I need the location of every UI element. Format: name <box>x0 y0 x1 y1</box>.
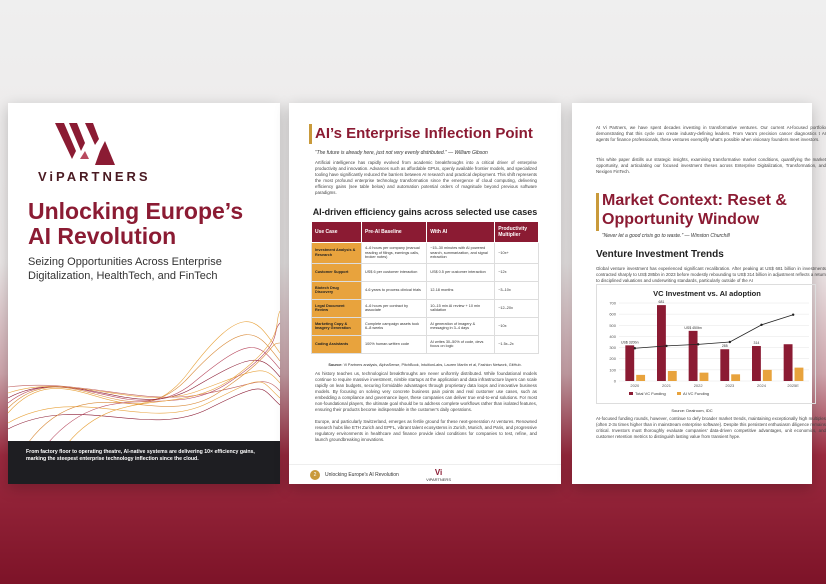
table-cell: Marketing Copy & Imagery Generation <box>312 317 362 335</box>
body-paragraph: AI-focused funding rounds, however, continue to defy broader market trends, maintaining exceptionally high multiples (often 2-3x times higher than in mainstream enterprise software). Despite this persistent enthusiasm diligence remains critical. Investors must thoroughly evaluate companies' data-driven competitive advantages, unit economics, and customer retention metrics to distinguish lasting value from transient hype. <box>596 416 826 439</box>
body-paragraph: Europe, and particularly Switzerland, emerges as fertile ground for these next-generation AI ventures. Renowned research hubs like ETH Zurich and EPFL, vibrant talent ecosystems in Zurich, Munich, and Paris, and progressive regulatory environments in healthcare and finance provide ideal conditions for companies to test, refine, and launch groundbreaking innovations. <box>315 419 537 442</box>
page-footer <box>289 464 561 484</box>
legend-label: Total VC Funding <box>635 391 666 396</box>
bar-total-vc <box>657 305 666 381</box>
table-header-row <box>312 222 539 243</box>
table-cell: US$ 0.5 per customer interaction <box>427 263 495 281</box>
cover-footer <box>8 441 280 484</box>
table-header: Use Case <box>312 222 362 243</box>
footer-logo-text: ViPARTNERS <box>426 477 451 482</box>
legend-label: AI VC Funding <box>683 391 710 396</box>
table-cell: AI writes 30–50% of code, devs focus on logic <box>427 335 495 353</box>
table-row <box>312 263 539 281</box>
y-tick-label: 500 <box>609 322 616 328</box>
cover-page <box>8 103 280 484</box>
data-label: US$ 450bn <box>684 325 702 330</box>
y-tick-label: 300 <box>609 345 616 351</box>
table-title: AI-driven efficiency gains across selected use cases <box>312 207 538 217</box>
bar-ai-vc <box>795 368 804 381</box>
table-cell: Customer Support <box>312 263 362 281</box>
table-row <box>312 335 539 353</box>
cover-subtitle: Seizing Opportunities Across Enterprise Digitalization, HealthTech, and FinTech <box>28 256 222 282</box>
body-paragraph: As history teaches us, technological breakthroughs are never uniformly distributed. While foundational models continue to require massive investment, nimble startups at the application and data infrastructure layers can scale rapidly on lean budgets, securing formidable advantages through proprietary data loops and innovative business models. By focusing on solving very concrete business pain points and real customer use cases, such as embedding a compliance and governance layer, these companies can deliver true end-to-end solutions. For most non-foundational players, the ultimate goal should be to address complete workflows rather than isolated features, ensuring their products become indispensable in the customer's daily operations. <box>315 371 537 412</box>
title-accent-bar <box>309 124 312 144</box>
source-text: Vi Partners analysis, AlphaSense, PitchBook, IntuitionLabs, Lauren Martin et al, Fashion Network, GitHub. <box>343 363 522 367</box>
table-cell: ~15–30 minutes with AI powered search, summarization, and signal extraction <box>427 243 495 264</box>
vi-logo-icon <box>55 123 115 165</box>
line-point <box>634 347 636 349</box>
bar-ai-vc <box>636 375 645 381</box>
table-cell: ~12–20x <box>495 299 539 317</box>
y-tick-label: 0 <box>613 378 616 384</box>
intro-paragraph: This white paper distills our strategic insights, examining transformative market conditions, quantifying the market opportunity, and articulating our focused investment theses across Enterprise Digitalization, Transformation, and Nexigen FinTech. <box>596 157 826 174</box>
table-header: Productivity Multiplier <box>495 222 539 243</box>
table-cell: 100% human-written code <box>362 335 427 353</box>
chart-container <box>596 284 816 404</box>
bar-total-vc <box>784 344 793 381</box>
line-point <box>729 341 731 343</box>
x-tick-label: 2023 <box>725 383 735 388</box>
bar-total-vc <box>752 346 761 381</box>
x-tick-label: 2021 <box>662 383 671 388</box>
y-tick-label: 100 <box>609 367 616 373</box>
table-cell: AI generation of imagery & messaging in 3–4 days <box>427 317 495 335</box>
y-tick-label: 200 <box>609 356 616 362</box>
table-cell: 4–6 hours per company (manual reading of filings, earnings calls, broker notes) <box>362 243 427 264</box>
line-point <box>792 314 794 316</box>
footer-logo <box>426 469 451 482</box>
body-paragraph: Global venture investment has experienced significant recalibration. After peaking at US$ 681 billion in investments contracted sharply to US$ 285bn in 2023 before modestly rebounding to US$ 314 billion in adjustment reflects a return to disciplined valuations and underwriting standards, particularly outside of the AI <box>596 266 826 283</box>
legend-swatch <box>629 392 633 395</box>
x-tick-label: 2022 <box>693 383 703 388</box>
line-point <box>665 345 667 347</box>
bar-total-vc <box>689 331 698 381</box>
footer-logo-mark: Vi <box>434 468 443 477</box>
bar-ai-vc <box>668 371 677 381</box>
bar-ai-vc <box>731 374 740 381</box>
cover-footer-text: From factory floor to operating theatre, AI-native systems are delivering 10× efficiency gains, marking the steepest enterprise technology inflection since the cloud. <box>26 449 255 462</box>
section-title: AI’s Enterprise Inflection Point <box>315 125 533 142</box>
table-row <box>312 317 539 335</box>
bar-total-vc <box>720 349 729 381</box>
section-quote: “Never let a good crisis go to waste.” — Winston Churchill <box>602 233 730 239</box>
table-cell: 12-18 months <box>427 281 495 299</box>
x-tick-label: 2025E <box>787 383 799 388</box>
data-label: 681 <box>658 300 665 305</box>
table-cell: ~3–10x <box>495 281 539 299</box>
table-header: With AI <box>427 222 495 243</box>
y-tick-label: 700 <box>609 300 616 306</box>
table-header: Pre-AI Baseline <box>362 222 427 243</box>
x-tick-label: 2020 <box>630 383 640 388</box>
table-row <box>312 243 539 264</box>
intro-paragraph: Artificial intelligence has rapidly evolved from academic breakthroughs into a critical driver of enterprise productivity and innovation. Advances such as affordable GPUs, openly available frontier models, and specialized tooling have significantly reduced the barriers between AI research and practical deployment. This shift represents the most profound enterprise technology transformation since the emergence of cloud computing, delivering efficiency gains (see table below) and automation potential orders of magnitude beyond previous software paradigms. <box>315 160 537 195</box>
page-2 <box>289 103 561 484</box>
table-row <box>312 281 539 299</box>
table-cell: Coding Assistants <box>312 335 362 353</box>
use-case-table <box>311 221 539 354</box>
page-3 <box>572 103 826 484</box>
table-cell: Legal Document Review <box>312 299 362 317</box>
table-cell: ~10x+ <box>495 243 539 264</box>
y-tick-label: 600 <box>609 311 616 317</box>
vc-chart <box>597 297 817 405</box>
chart-source: Source: Dealroom, IDC <box>671 408 713 413</box>
table-cell: 4–6 hours per contract by associate <box>362 299 427 317</box>
table-cell: 4-6 years to process clinical trials <box>362 281 427 299</box>
wave-lines-graphic <box>8 283 280 443</box>
x-tick-label: 2024 <box>757 383 766 388</box>
chart-title: VC Investment vs. AI adoption <box>653 289 761 298</box>
section-quote: “The future is already here, just not very evenly distributed.” — William Gibson <box>315 150 488 156</box>
page-number: 2 <box>310 470 320 480</box>
data-label: 314 <box>753 341 760 346</box>
line-point <box>697 343 699 345</box>
table-row <box>312 299 539 317</box>
title-accent-bar <box>596 193 599 231</box>
table-cell: ~12x <box>495 263 539 281</box>
cover-title: Unlocking Europe’s AI Revolution <box>28 198 244 249</box>
bar-total-vc <box>625 345 634 381</box>
intro-paragraph: At Vi Partners, we have spent decades investing in transformative ventures. Our current AI-focused portfolio demonstrating that this cycle can create industry-defining leaders. From Vara's precision cancer diagnostics t AI agents for finance professionals, these ventures exemplify what's possible when visionary founders meet investors. <box>596 125 826 142</box>
brand-name: ViPARTNERS <box>38 169 151 184</box>
source-label: Source: <box>328 363 343 367</box>
y-tick-label: 400 <box>609 333 616 339</box>
data-label: 285 <box>721 344 728 349</box>
table-cell: 10–15 min AI review + 10 min validation <box>427 299 495 317</box>
section-title: Market Context: Reset & Opportunity Window <box>602 192 787 228</box>
table-cell: ~10x <box>495 317 539 335</box>
table-cell: Complete campaign assets took 6–8 weeks <box>362 317 427 335</box>
line-point <box>760 324 762 326</box>
bar-ai-vc <box>700 373 709 381</box>
bar-ai-vc <box>763 370 772 381</box>
table-cell: ~1.5x–2x <box>495 335 539 353</box>
table-source <box>289 363 561 367</box>
table-cell: Investment Analysis & Research <box>312 243 362 264</box>
table-cell: Biotech Drug Discovery <box>312 281 362 299</box>
legend-swatch <box>677 392 681 395</box>
footer-title: Unlocking Europe's AI Revolution <box>325 472 399 478</box>
data-label: US$ 320bn <box>621 340 639 345</box>
subsection-heading: Venture Investment Trends <box>596 249 724 260</box>
table-cell: US$ 6 per customer interaction <box>362 263 427 281</box>
